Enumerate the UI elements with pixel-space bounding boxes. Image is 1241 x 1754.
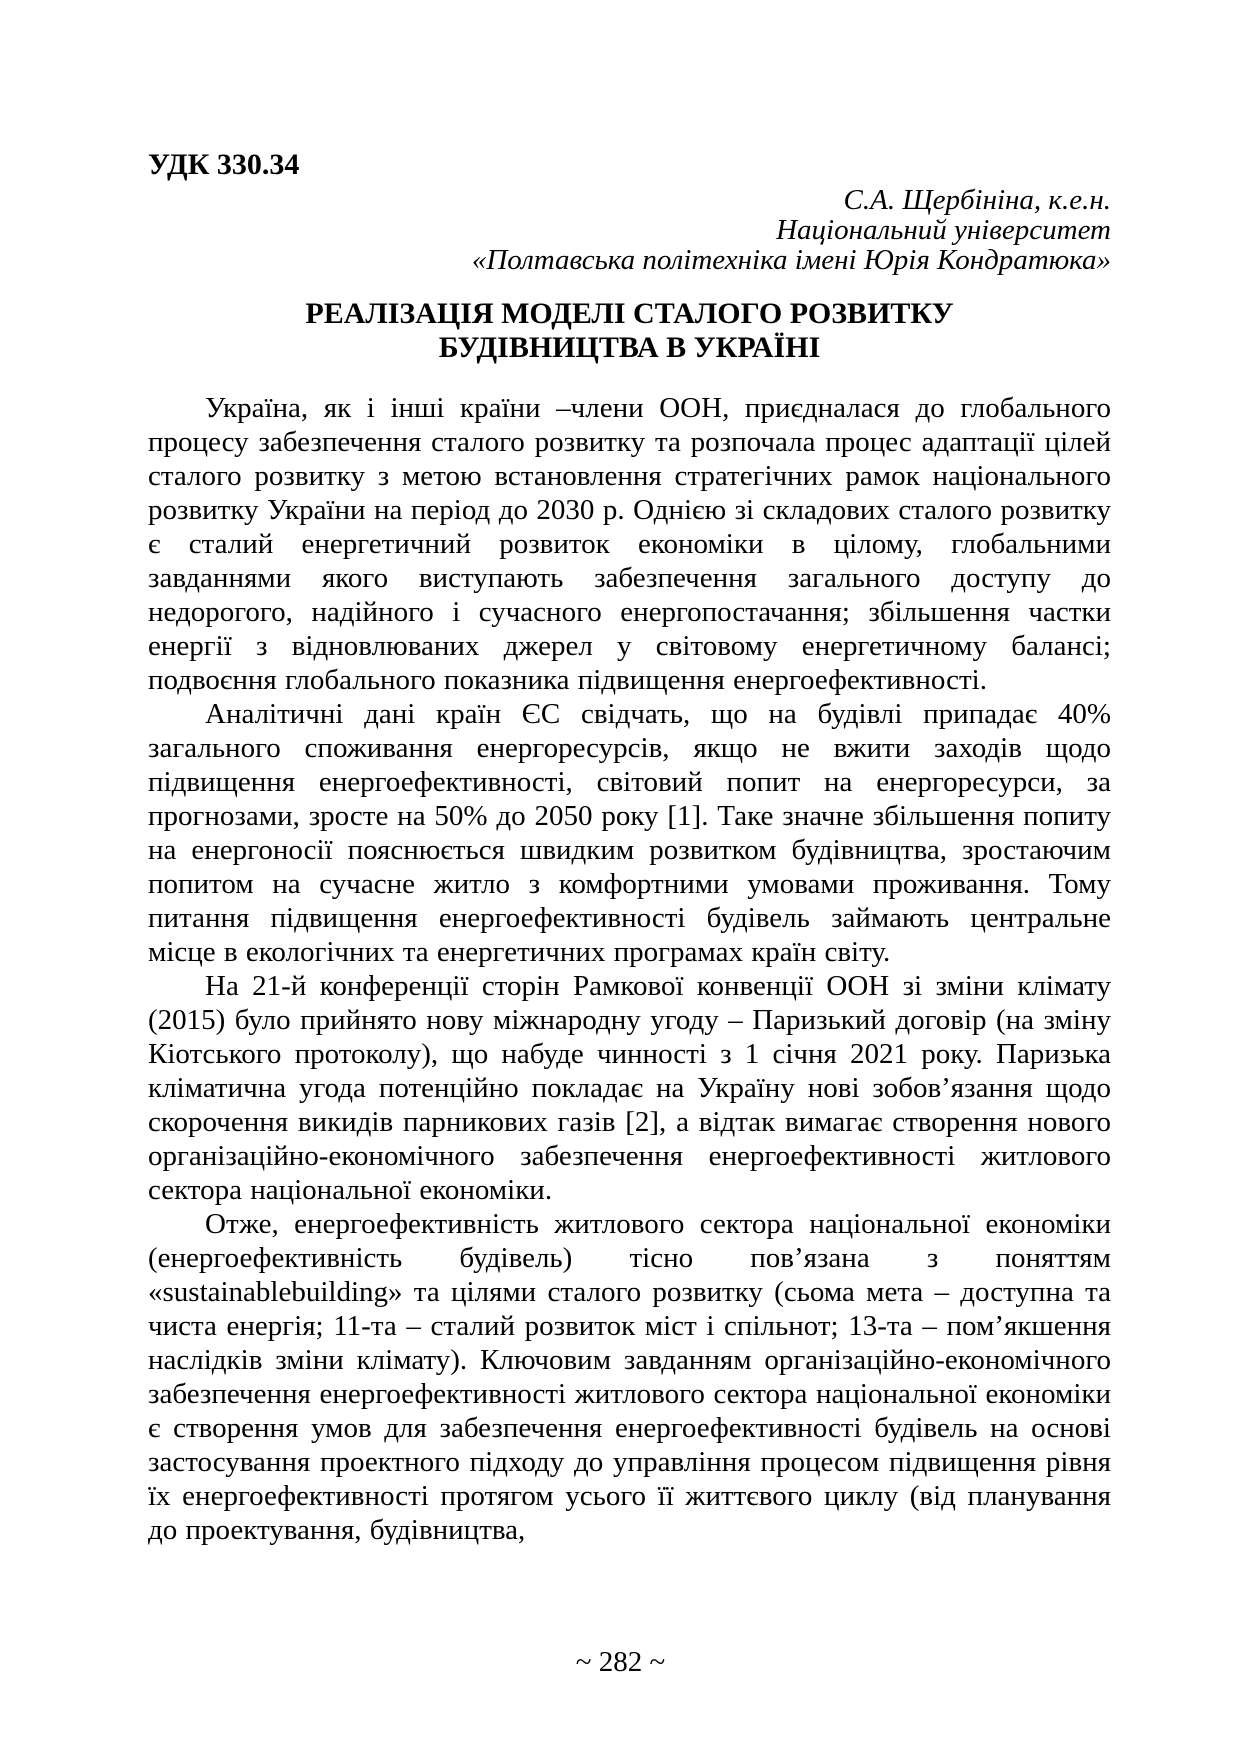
body-paragraph: На 21-й конференції сторін Рамкової конвенції ООН зі зміни клімату (2015) було прийнято нову міжнародну угоду – Паризький договір (на зміну Кіотського протоколу), що набуде чинності з 1 січня 2021 року. Паризька кліматична угода потенційно покладає на Україну нові зобов’язання щодо скорочення викидів парникових газів [2], а відтак вимагає створення нового організаційно-економічного забезпечення енергоефективності житлового сектора національної економіки. [148,970,1111,1206]
institution-name: Національний університет [776,214,1111,246]
article-title [148,297,1111,365]
udc-code: УДК 330.34 [148,148,300,181]
author-block [148,185,1111,275]
article-title-line-2: БУДІВНИЦТВА В УКРАЇНІ [438,331,821,364]
article-title-line-1: РЕАЛІЗАЦІЯ МОДЕЛІ СТАЛОГО РОЗВИТКУ [305,297,954,330]
institution-full-title: «Полтавська політехніка імені Юрія Кондратюка» [471,244,1111,276]
article-body [148,391,1111,1547]
body-paragraph: Україна, як і інші країни –члени ООН, приєдналася до глобального процесу забезпечення сталого розвитку та розпочала процес адаптації цілей сталого розвитку з метою встановлення стратегічних рамок національного розвитку України на період до 2030 р. Однією зі складових сталого розвитку є сталий енергетичний розвиток економіки в цілому, глобальними завданнями якого виступають забезпечення загального доступу до недорогого, надійного і сучасного енергопостачання; збільшення частки енергії з відновлюваних джерел у світовому енергетичному балансі; подвоєння глобального показника підвищення енергоефективності. [148,392,1111,696]
author-name: С.А. Щербініна, к.е.н. [843,184,1111,216]
body-paragraph: Отже, енергоефективність житлового сектора національної економіки (енергоефективність будівель) тісно пов’язана з поняттям «sustainablebuilding» та цілями сталого розвитку (сьома мета – доступна та чиста енергія; 11-та – сталий розвиток міст і спільнот; 13-та – пом’якшення наслідків зміни клімату). Ключовим завданням організаційно-економічного забезпечення енергоефективності житлового сектора національної економіки є створення умов для забезпечення енергоефективності будівель на основі застосування проектного підходу до управління процесом підвищення рівня їх енергоефективності протягом усього її життєвого циклу (від планування до проектування, будівництва, [148,1208,1111,1546]
page-number [0,1645,1241,1679]
body-paragraph: Аналітичні дані країн ЄС свідчать, що на будівлі припадає 40% загального споживання енергоресурсів, якщо не вжити заходів щодо підвищення енергоефективності, світовий попит на енергоресурси, за прогнозами, зросте на 50% до 2050 року [1]. Таке значне збільшення попиту на енергоносії пояснюється швидким розвитком будівництва, зростаючим попитом на сучасне житло з комфортними умовами проживання. Тому питання підвищення енергоефективності будівель займають центральне місце в екологічних та енергетичних програмах країн світу. [148,698,1111,968]
page-number-text: ~ 282 ~ [575,1646,666,1678]
